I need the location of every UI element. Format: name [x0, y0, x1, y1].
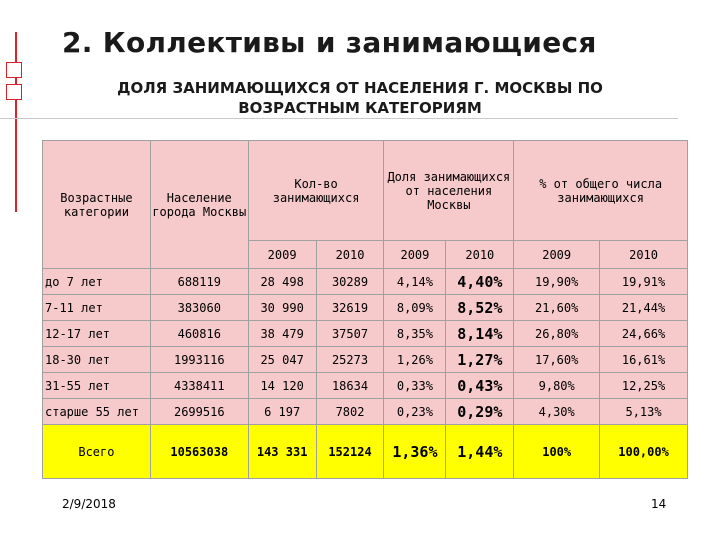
decorative-red-line — [15, 32, 17, 212]
table-cell: 4,14% — [384, 269, 446, 295]
row-category: до 7 лет — [43, 269, 151, 295]
subtitle-line-2: ВОЗРАСТНЫМ КАТЕГОРИЯМ — [238, 99, 482, 117]
table-cell: 100% — [514, 425, 600, 479]
table-row — [43, 321, 688, 347]
data-table — [42, 140, 688, 479]
header-population: Население города Москвы — [150, 141, 248, 269]
table-cell: 4338411 — [150, 373, 248, 399]
table-cell: 30289 — [316, 269, 384, 295]
year-header: 2009 — [514, 241, 600, 269]
table-cell: 143 331 — [248, 425, 316, 479]
table-cell: 383060 — [150, 295, 248, 321]
year-header: 2010 — [600, 241, 688, 269]
table-body — [43, 269, 688, 479]
table-cell: 26,80% — [514, 321, 600, 347]
table-row — [43, 269, 688, 295]
total-row — [43, 425, 688, 479]
table-cell: 37507 — [316, 321, 384, 347]
table-cell: 12,25% — [600, 373, 688, 399]
table-cell: 18634 — [316, 373, 384, 399]
table-cell: 8,35% — [384, 321, 446, 347]
table-row — [43, 347, 688, 373]
table-cell: 30 990 — [248, 295, 316, 321]
table-cell: 100,00% — [600, 425, 688, 479]
table-cell: 24,66% — [600, 321, 688, 347]
table-cell: 1,27% — [446, 347, 514, 373]
decorative-square-1 — [6, 62, 22, 78]
header-percent: % от общего числа занимающихся — [514, 141, 688, 241]
table-row — [43, 295, 688, 321]
table-cell: 8,14% — [446, 321, 514, 347]
table-row — [43, 373, 688, 399]
table-cell: 8,09% — [384, 295, 446, 321]
table-cell: 1,26% — [384, 347, 446, 373]
footer-date: 2/9/2018 — [62, 497, 116, 511]
table-cell: 32619 — [316, 295, 384, 321]
table-cell: 4,40% — [446, 269, 514, 295]
table-cell: 1993116 — [150, 347, 248, 373]
table-cell: 0,29% — [446, 399, 514, 425]
table-cell: 0,43% — [446, 373, 514, 399]
slide-subtitle — [30, 78, 690, 118]
table-cell: 14 120 — [248, 373, 316, 399]
table-cell: 6 197 — [248, 399, 316, 425]
decorative-square-2 — [6, 84, 22, 100]
divider-line — [0, 118, 678, 119]
table-cell: 19,91% — [600, 269, 688, 295]
table-cell: 8,52% — [446, 295, 514, 321]
table-cell: 5,13% — [600, 399, 688, 425]
table-cell: 10563038 — [150, 425, 248, 479]
year-header: 2009 — [248, 241, 316, 269]
header-share: Доля занимающихся от населения Москвы — [384, 141, 514, 241]
table-cell: 460816 — [150, 321, 248, 347]
row-category: 18-30 лет — [43, 347, 151, 373]
table-cell: 0,23% — [384, 399, 446, 425]
row-category: 7-11 лет — [43, 295, 151, 321]
table-cell: 7802 — [316, 399, 384, 425]
table-cell: 9,80% — [514, 373, 600, 399]
year-header: 2010 — [316, 241, 384, 269]
subtitle-line-1: ДОЛЯ ЗАНИМАЮЩИХСЯ ОТ НАСЕЛЕНИЯ Г. МОСКВЫ ПО — [117, 79, 603, 97]
row-category: старше 55 лет — [43, 399, 151, 425]
table-cell: 1,44% — [446, 425, 514, 479]
row-category: 31-55 лет — [43, 373, 151, 399]
table-cell: 1,36% — [384, 425, 446, 479]
row-category: Всего — [43, 425, 151, 479]
table-row — [43, 399, 688, 425]
table-cell: 38 479 — [248, 321, 316, 347]
table-cell: 688119 — [150, 269, 248, 295]
table-cell: 152124 — [316, 425, 384, 479]
slide-title: 2. Коллективы и занимающиеся — [62, 26, 597, 59]
table-cell: 0,33% — [384, 373, 446, 399]
header-category: Возрастные категории — [43, 141, 151, 269]
table-cell: 17,60% — [514, 347, 600, 373]
year-header: 2010 — [446, 241, 514, 269]
table-cell: 21,60% — [514, 295, 600, 321]
table-cell: 2699516 — [150, 399, 248, 425]
table-cell: 28 498 — [248, 269, 316, 295]
page-number: 14 — [651, 497, 667, 511]
table-cell: 21,44% — [600, 295, 688, 321]
header-count: Кол-во занимающихся — [248, 141, 384, 241]
year-header: 2009 — [384, 241, 446, 269]
row-category: 12-17 лет — [43, 321, 151, 347]
table-cell: 25 047 — [248, 347, 316, 373]
table-cell: 16,61% — [600, 347, 688, 373]
table-cell: 4,30% — [514, 399, 600, 425]
table-cell: 25273 — [316, 347, 384, 373]
table-cell: 19,90% — [514, 269, 600, 295]
